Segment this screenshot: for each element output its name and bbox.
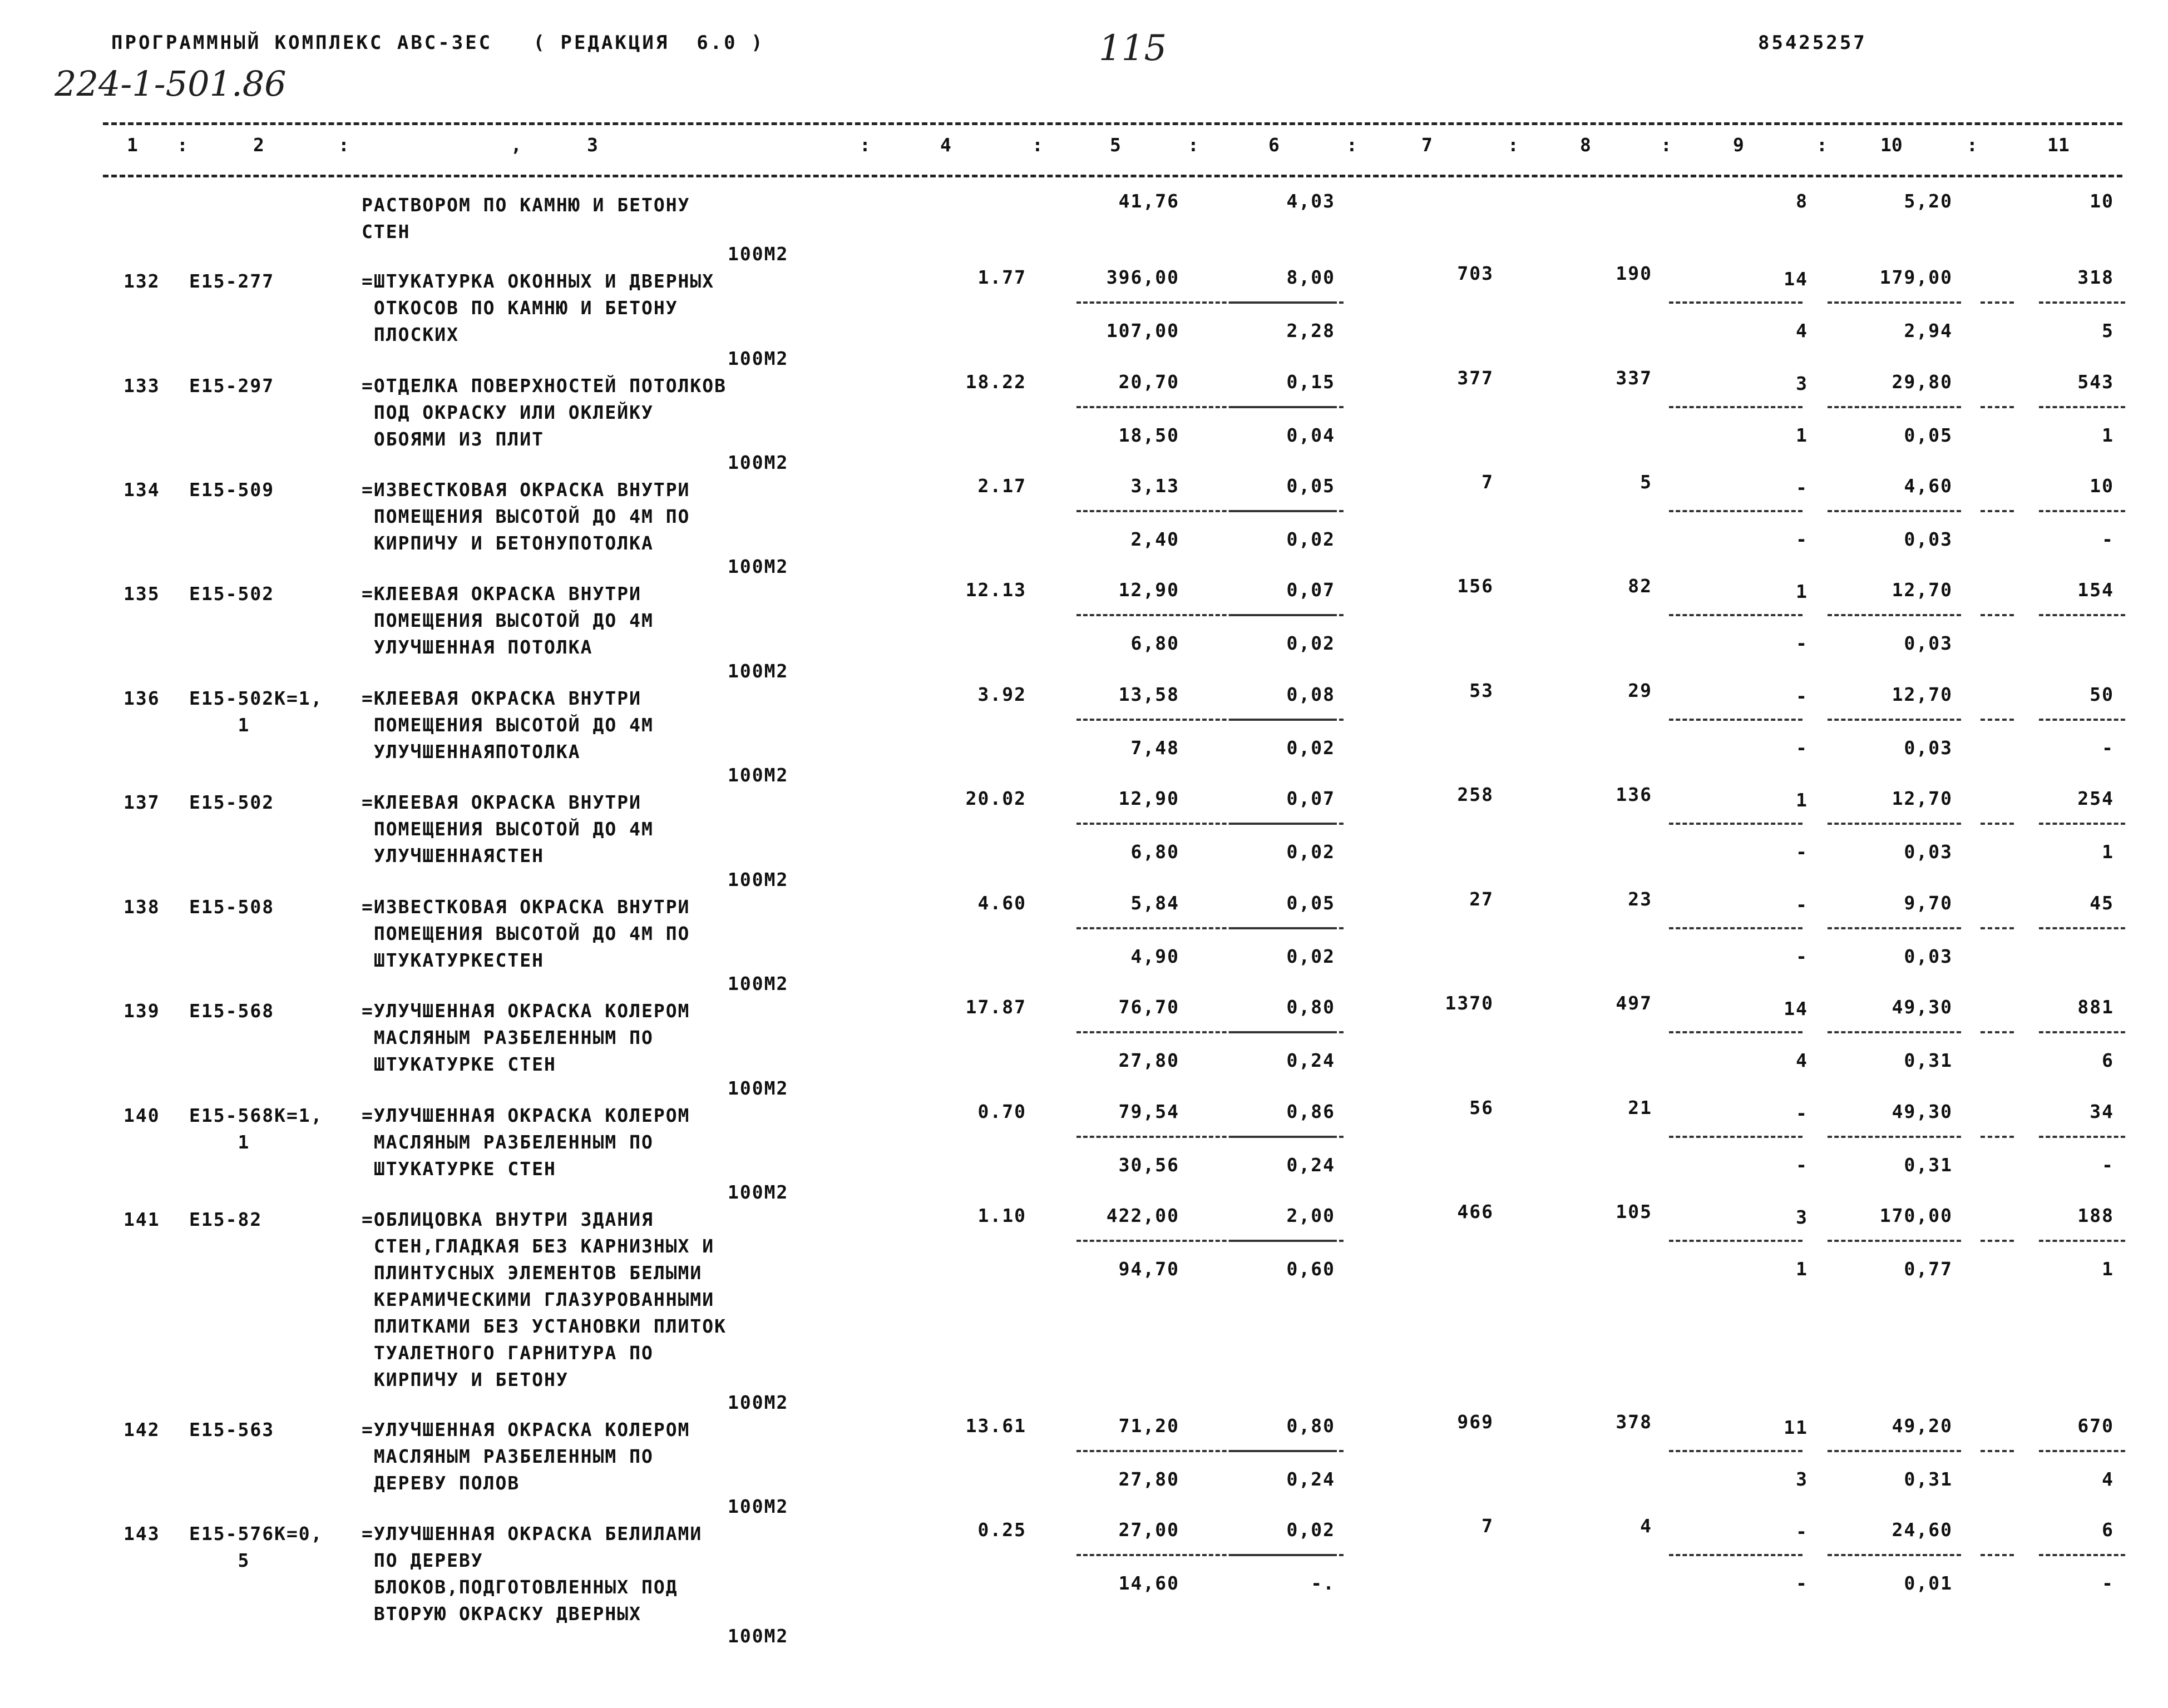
total-cost: 703 [1457, 263, 1494, 284]
total-wage: 337 [1616, 367, 1652, 389]
col11-top: 6 [2102, 1519, 2114, 1541]
unit-price: 422,00 [1106, 1205, 1179, 1226]
total-wage: 105 [1616, 1201, 1652, 1222]
value-divider [1828, 614, 1961, 616]
machine-wage: 0,02 [1286, 841, 1335, 863]
col10-bottom: 2,94 [1904, 320, 1953, 341]
item-description: =ОТДЕЛКА ПОВЕРХНОСТЕЙ ПОТОЛКОВ ПОД ОКРАСКУ ИЛИ ОКЛЕЙКУ ОБОЯМИ ИЗ ПЛИТ [362, 375, 727, 450]
unit-label: 100М2 [728, 556, 789, 577]
total-wage: 82 [1628, 575, 1652, 597]
total-cost: 258 [1457, 784, 1494, 805]
total-cost: 969 [1457, 1411, 1494, 1433]
col11-top: 154 [2077, 579, 2114, 601]
value-divider [1828, 823, 1961, 825]
quantity: 0.70 [977, 1101, 1026, 1122]
value-divider [2039, 614, 2125, 616]
row-number: 134 [124, 479, 160, 501]
total-cost: 1370 [1445, 992, 1494, 1014]
machine-cost: 8,00 [1286, 266, 1335, 288]
col10-bottom: 0,05 [1904, 424, 1953, 446]
value-divider [1981, 301, 2014, 304]
column-number: 10 [1880, 134, 1903, 156]
column-number: 7 [1421, 134, 1433, 156]
column-number: 4 [940, 134, 951, 156]
machine-cost: 0,80 [1286, 996, 1335, 1018]
value-divider [1232, 1136, 1344, 1138]
col10-top: 9,70 [1904, 892, 1953, 914]
unit-price: 20,70 [1118, 371, 1179, 393]
unit-label: 100М2 [728, 452, 789, 473]
value-divider [1232, 614, 1344, 616]
unit-price-wage: 94,70 [1118, 1258, 1179, 1280]
total-cost: 156 [1457, 575, 1494, 597]
col10-bottom: 0,31 [1904, 1468, 1953, 1490]
machine-wage: 0,60 [1286, 1258, 1335, 1280]
col9-top: 14 [1784, 998, 1808, 1019]
value-divider [2039, 1240, 2125, 1242]
machine-wage: 2,28 [1286, 320, 1335, 341]
col11-top: 45 [2090, 892, 2114, 914]
machine-cost: 0,05 [1286, 475, 1335, 497]
unit-price: 396,00 [1106, 266, 1179, 288]
quantity: 3.92 [977, 684, 1026, 705]
column-separator: : [338, 134, 349, 156]
norm-code: Е15-297 [189, 375, 275, 397]
header-rule-top [103, 122, 2122, 125]
value-divider [1981, 823, 2014, 825]
unit-price: 71,20 [1118, 1415, 1179, 1437]
unit-price-wage: 30,56 [1118, 1154, 1179, 1176]
unit-price-wage: 6,80 [1130, 841, 1179, 863]
norm-code: Е15-509 [189, 479, 275, 501]
quantity: 12.13 [965, 579, 1026, 601]
total-wage: 5 [1640, 471, 1652, 493]
norm-code: Е15-508 [189, 896, 275, 918]
col10-top: 49,30 [1892, 996, 1953, 1018]
value-divider [1981, 1240, 2014, 1242]
machine-wage: 0,24 [1286, 1468, 1335, 1490]
col10-top: 29,80 [1892, 371, 1953, 393]
column-number: 8 [1580, 134, 1591, 156]
value-divider [1232, 301, 1344, 304]
col9-bottom: 1 [1796, 424, 1808, 446]
total-wage: 21 [1628, 1097, 1652, 1118]
unit-price-wage: 18,50 [1118, 424, 1179, 446]
unit-label: 100М2 [728, 1392, 789, 1413]
col11-value: 10 [2090, 190, 2114, 212]
value-divider [1669, 927, 1802, 929]
total-wage: 497 [1616, 992, 1652, 1014]
column-number: 9 [1733, 134, 1744, 156]
value-divider [1232, 823, 1344, 825]
col11-top: 254 [2077, 788, 2114, 809]
value-divider [1232, 510, 1344, 512]
unit-label: 100М2 [728, 243, 789, 265]
col11-top: 34 [2090, 1101, 2114, 1122]
column-number: 6 [1268, 134, 1280, 156]
unit-label: 100М2 [728, 973, 789, 994]
col9-bottom: 3 [1796, 1468, 1808, 1490]
quantity: 1.10 [977, 1205, 1026, 1226]
item-description: =ШТУКАТУРКА ОКОННЫХ И ДВЕРНЫХ ОТКОСОВ ПО КАМНЮ И БЕТОНУ ПЛОСКИХ [362, 270, 715, 345]
value-divider [1828, 1031, 1961, 1033]
item-description: =УЛУЧШЕННАЯ ОКРАСКА БЕЛИЛАМИ ПО ДЕРЕВУ БЛОКОВ,ПОДГОТОВЛЕННЫХ ПОД ВТОРУЮ ОКРАСКУ ДВЕРНЫХ [362, 1523, 703, 1625]
col11-bottom: - [2102, 1572, 2114, 1594]
unit-price: 27,00 [1118, 1519, 1179, 1541]
column-separator: : [1188, 134, 1199, 156]
unit-price: 76,70 [1118, 996, 1179, 1018]
unit-price: 13,58 [1118, 684, 1179, 705]
col10-bottom: 0,03 [1904, 632, 1953, 654]
col9-bottom: 4 [1796, 320, 1808, 341]
value-divider [1981, 510, 2014, 512]
value-divider [1981, 614, 2014, 616]
value-divider [2039, 927, 2125, 929]
unit-price-wage: 27,80 [1118, 1468, 1179, 1490]
machine-wage: 0,24 [1286, 1154, 1335, 1176]
machine-wage: 0,02 [1286, 945, 1335, 967]
machine-cost: 2,00 [1286, 1205, 1335, 1226]
col10-bottom: 0,03 [1904, 841, 1953, 863]
value-divider [1669, 1136, 1802, 1138]
col11-bottom: - [2102, 1154, 2114, 1176]
row-number: 141 [124, 1209, 160, 1230]
row-number: 133 [124, 375, 160, 397]
total-wage: 4 [1640, 1515, 1652, 1537]
value-divider [1828, 1136, 1961, 1138]
column-separator: : [1816, 134, 1828, 156]
col10-top: 12,70 [1892, 684, 1953, 705]
col11-top: 318 [2077, 266, 2114, 288]
col11-bottom: - [2102, 737, 2114, 759]
col9-top: - [1796, 894, 1808, 915]
col9-top: - [1796, 477, 1808, 498]
item-description: =УЛУЧШЕННАЯ ОКРАСКА КОЛЕРОМ МАСЛЯНЫМ РАЗБЕЛЕННЫМ ПО ШТУКАТУРКЕ СТЕН [362, 1105, 690, 1180]
column-separator: : [1346, 134, 1357, 156]
col11-bottom: 1 [2102, 424, 2114, 446]
col9-bottom: - [1796, 737, 1808, 759]
total-cost: 7 [1481, 1515, 1494, 1537]
row-number: 139 [124, 1000, 160, 1022]
unit-price: 5,84 [1130, 892, 1179, 914]
value-divider [2039, 1031, 2125, 1033]
value-divider [1981, 1554, 2014, 1556]
col10-bottom: 0,03 [1904, 945, 1953, 967]
col9-bottom: - [1796, 1572, 1808, 1594]
col11-top: 188 [2077, 1205, 2114, 1226]
item-description: РАСТВОРОМ ПО КАМНЮ И БЕТОНУ СТЕН [362, 194, 690, 242]
col10-top: 12,70 [1892, 788, 1953, 809]
column-number: 3 [587, 134, 598, 156]
value-divider [2039, 719, 2125, 721]
quantity: 0.25 [977, 1519, 1026, 1541]
total-wage: 23 [1628, 888, 1652, 910]
col10-top: 4,60 [1904, 475, 1953, 497]
total-cost: 53 [1469, 680, 1494, 701]
unit-price: 12,90 [1118, 579, 1179, 601]
col10-value: 5,20 [1904, 190, 1953, 212]
col9-top: 3 [1796, 1206, 1808, 1228]
norm-code: Е15-576К=0, 5 [189, 1523, 323, 1571]
norm-code: Е15-568К=1, 1 [189, 1105, 323, 1153]
item-description: =УЛУЧШЕННАЯ ОКРАСКА КОЛЕРОМ МАСЛЯНЫМ РАЗБЕЛЕННЫМ ПО ДЕРЕВУ ПОЛОВ [362, 1419, 690, 1494]
wage-total: 4,03 [1286, 190, 1335, 212]
unit-price-wage: 6,80 [1130, 632, 1179, 654]
col9-top: - [1796, 685, 1808, 707]
unit-price-wage: 4,90 [1130, 945, 1179, 967]
column-number: 2 [253, 134, 264, 156]
col9-top: 1 [1796, 581, 1808, 602]
value-divider [2039, 823, 2125, 825]
machine-cost: 0,07 [1286, 579, 1335, 601]
col9-value: 8 [1796, 190, 1808, 212]
item-description: =ИЗВЕСТКОВАЯ ОКРАСКА ВНУТРИ ПОМЕЩЕНИЯ ВЫСОТОЙ ДО 4М ПО КИРПИЧУ И БЕТОНУПОТОЛКА [362, 479, 690, 554]
value-divider [1981, 406, 2014, 408]
norm-code: Е15-502 [189, 791, 275, 813]
value-divider [1232, 927, 1344, 929]
col9-bottom: 1 [1796, 1258, 1808, 1280]
document-code: 85425257 [1758, 32, 1867, 54]
value-divider [2039, 510, 2125, 512]
unit-label: 100М2 [728, 869, 789, 890]
column-separator: : [1032, 134, 1043, 156]
col10-top: 170,00 [1879, 1205, 1953, 1226]
item-description: =КЛЕЕВАЯ ОКРАСКА ВНУТРИ ПОМЕЩЕНИЯ ВЫСОТОЙ ДО 4М УЛУЧШЕННАЯСТЕН [362, 791, 654, 867]
norm-code: Е15-82 [189, 1209, 263, 1230]
total-cost: 377 [1457, 367, 1494, 389]
machine-cost: 0,08 [1286, 684, 1335, 705]
value-divider [1669, 1031, 1802, 1033]
machine-cost: 0,07 [1286, 788, 1335, 809]
unit-price: 3,13 [1130, 475, 1179, 497]
col9-bottom: - [1796, 945, 1808, 967]
value-divider [1669, 614, 1802, 616]
col11-top: 543 [2077, 371, 2114, 393]
value-divider [2039, 1450, 2125, 1452]
col10-top: 24,60 [1892, 1519, 1953, 1541]
unit-label: 100М2 [728, 764, 789, 786]
row-number: 135 [124, 583, 160, 605]
col10-top: 179,00 [1879, 266, 1953, 288]
value-divider [1828, 1554, 1961, 1556]
value-divider [1828, 510, 1961, 512]
col11-bottom: 5 [2102, 320, 2114, 341]
item-description: =УЛУЧШЕННАЯ ОКРАСКА КОЛЕРОМ МАСЛЯНЫМ РАЗБЕЛЕННЫМ ПО ШТУКАТУРКЕ СТЕН [362, 1000, 690, 1075]
column-number: 1 [127, 134, 138, 156]
total-cost: 56 [1469, 1097, 1494, 1118]
total-wage: 136 [1616, 784, 1652, 805]
total-wage: 190 [1616, 263, 1652, 284]
page-number: 115 [1099, 28, 1167, 69]
quantity: 20.02 [965, 788, 1026, 809]
column-separator: : [177, 134, 188, 156]
quantity: 4.60 [977, 892, 1026, 914]
value-divider [1232, 1031, 1344, 1033]
column-number: 11 [2047, 134, 2070, 156]
col9-bottom: - [1796, 632, 1808, 654]
value-divider [1669, 510, 1802, 512]
machine-wage: 0,04 [1286, 424, 1335, 446]
col9-top: 11 [1784, 1417, 1808, 1438]
value-divider [1232, 1240, 1344, 1242]
total-cost: 7 [1481, 471, 1494, 493]
row-number: 138 [124, 896, 160, 918]
total-cost: 466 [1457, 1201, 1494, 1222]
column-number: 5 [1110, 134, 1121, 156]
item-description: =КЛЕЕВАЯ ОКРАСКА ВНУТРИ ПОМЕЩЕНИЯ ВЫСОТОЙ ДО 4М УЛУЧШЕННАЯ ПОТОЛКА [362, 583, 654, 658]
machine-wage: 0,24 [1286, 1049, 1335, 1071]
header-rule-bottom [103, 175, 2122, 177]
value-divider [1232, 719, 1344, 721]
quantity: 2.17 [977, 475, 1026, 497]
quantity: 18.22 [965, 371, 1026, 393]
row-number: 132 [124, 270, 160, 292]
col10-bottom: 0,31 [1904, 1049, 1953, 1071]
value-divider [1828, 1240, 1961, 1242]
col10-top: 49,20 [1892, 1415, 1953, 1437]
machine-cost: 0,02 [1286, 1519, 1335, 1541]
col9-bottom: - [1796, 841, 1808, 863]
value-divider [1981, 927, 2014, 929]
row-number: 142 [124, 1419, 160, 1440]
quantity: 1.77 [977, 266, 1026, 288]
col9-top: 14 [1784, 268, 1808, 290]
row-number: 137 [124, 791, 160, 813]
col11-top: 670 [2077, 1415, 2114, 1437]
col10-bottom: 0,31 [1904, 1154, 1953, 1176]
unit-price: 79,54 [1118, 1101, 1179, 1122]
program-title: ПРОГРАММНЫЙ КОМПЛЕКС АВС-3ЕС ( РЕДАКЦИЯ 6.0 ) [111, 32, 765, 54]
value-divider [1981, 1031, 2014, 1033]
unit-price-wage: 7,48 [1130, 737, 1179, 759]
value-divider [1828, 719, 1961, 721]
unit-label: 100М2 [728, 348, 789, 369]
col9-top: - [1796, 1521, 1808, 1542]
col11-bottom: 1 [2102, 841, 2114, 863]
column-separator: : [860, 134, 871, 156]
col9-bottom: - [1796, 528, 1808, 550]
column-separator: , [511, 134, 522, 156]
norm-code: Е15-502К=1, 1 [189, 687, 323, 736]
row-number: 143 [124, 1523, 160, 1544]
col10-top: 12,70 [1892, 579, 1953, 601]
value-divider [1828, 1450, 1961, 1452]
value-divider [1981, 719, 2014, 721]
norm-code: Е15-277 [189, 270, 275, 292]
machine-wage: -. [1311, 1572, 1335, 1594]
machine-cost: 0,80 [1286, 1415, 1335, 1437]
unit-label: 100М2 [728, 1625, 789, 1647]
col10-bottom: 0,77 [1904, 1258, 1953, 1280]
col11-top: 10 [2090, 475, 2114, 497]
col10-bottom: 0,03 [1904, 528, 1953, 550]
column-separator: : [1508, 134, 1519, 156]
unit-price-wage: 27,80 [1118, 1049, 1179, 1071]
machine-wage: 0,02 [1286, 528, 1335, 550]
col9-top: 3 [1796, 373, 1808, 394]
total-cost: 27 [1469, 888, 1494, 910]
norm-code: Е15-568 [189, 1000, 275, 1022]
value-divider [2039, 1136, 2125, 1138]
col10-top: 49,30 [1892, 1101, 1953, 1122]
unit-price-wage: 107,00 [1106, 320, 1179, 341]
value-divider [1669, 1554, 1802, 1556]
unit-price-wage: 14,60 [1118, 1572, 1179, 1594]
unit-price-wage: 2,40 [1130, 528, 1179, 550]
column-separator: : [1661, 134, 1672, 156]
value-divider [1828, 927, 1961, 929]
unit-label: 100М2 [728, 1181, 789, 1203]
value-divider [2039, 1554, 2125, 1556]
project-number: 224-1-501.86 [55, 63, 287, 104]
total-wage: 378 [1616, 1411, 1652, 1433]
col9-top: - [1796, 1102, 1808, 1124]
item-description: =ОБЛИЦОВКА ВНУТРИ ЗДАНИЯ СТЕН,ГЛАДКАЯ БЕЗ КАРНИЗНЫХ И ПЛИНТУСНЫХ ЭЛЕМЕНТОВ БЕЛЫМИ КЕРАМИЧЕСКИМИ ГЛАЗУРОВАННЫМИ ПЛИТКАМИ БЕЗ УСТАНОВКИ ПЛИТОК ТУАЛЕТНОГО ГАРНИТУРА ПО КИРПИЧУ И БЕТОНУ [362, 1209, 727, 1390]
item-description: =КЛЕЕВАЯ ОКРАСКА ВНУТРИ ПОМЕЩЕНИЯ ВЫСОТОЙ ДО 4М УЛУЧШЕННАЯПОТОЛКА [362, 687, 654, 763]
col10-bottom: 0,01 [1904, 1572, 1953, 1594]
col10-bottom: 0,03 [1904, 737, 1953, 759]
col9-bottom: 4 [1796, 1049, 1808, 1071]
norm-code: Е15-502 [189, 583, 275, 605]
value-divider [1669, 1450, 1802, 1452]
quantity: 13.61 [965, 1415, 1026, 1437]
column-separator: : [1967, 134, 1978, 156]
value-divider [1669, 823, 1802, 825]
unit-label: 100М2 [728, 1496, 789, 1517]
machine-cost: 0,86 [1286, 1101, 1335, 1122]
row-number: 136 [124, 687, 160, 709]
quantity: 17.87 [965, 996, 1026, 1018]
unit-price: 12,90 [1118, 788, 1179, 809]
value-divider [1669, 719, 1802, 721]
price-total: 41,76 [1118, 190, 1179, 212]
unit-label: 100М2 [728, 1077, 789, 1099]
col11-bottom: 1 [2102, 1258, 2114, 1280]
col11-bottom: 6 [2102, 1049, 2114, 1071]
item-description: =ИЗВЕСТКОВАЯ ОКРАСКА ВНУТРИ ПОМЕЩЕНИЯ ВЫСОТОЙ ДО 4М ПО ШТУКАТУРКЕСТЕН [362, 896, 690, 971]
value-divider [2039, 406, 2125, 408]
value-divider [1669, 1240, 1802, 1242]
value-divider [1232, 1450, 1344, 1452]
value-divider [1669, 406, 1802, 408]
row-number: 140 [124, 1105, 160, 1126]
norm-code: Е15-563 [189, 1419, 275, 1440]
col11-bottom: - [2102, 528, 2114, 550]
machine-wage: 0,02 [1286, 737, 1335, 759]
col9-top: 1 [1796, 789, 1808, 811]
value-divider [1828, 301, 1961, 304]
col11-bottom: 4 [2102, 1468, 2114, 1490]
machine-wage: 0,02 [1286, 632, 1335, 654]
col9-bottom: - [1796, 1154, 1808, 1176]
value-divider [1232, 1554, 1344, 1556]
col11-top: 881 [2077, 996, 2114, 1018]
unit-label: 100М2 [728, 660, 789, 682]
value-divider [1669, 301, 1802, 304]
value-divider [1981, 1450, 2014, 1452]
machine-cost: 0,15 [1286, 371, 1335, 393]
machine-cost: 0,05 [1286, 892, 1335, 914]
col11-top: 50 [2090, 684, 2114, 705]
total-wage: 29 [1628, 680, 1652, 701]
value-divider [1232, 406, 1344, 408]
value-divider [1981, 1136, 2014, 1138]
value-divider [1828, 406, 1961, 408]
value-divider [2039, 301, 2125, 304]
